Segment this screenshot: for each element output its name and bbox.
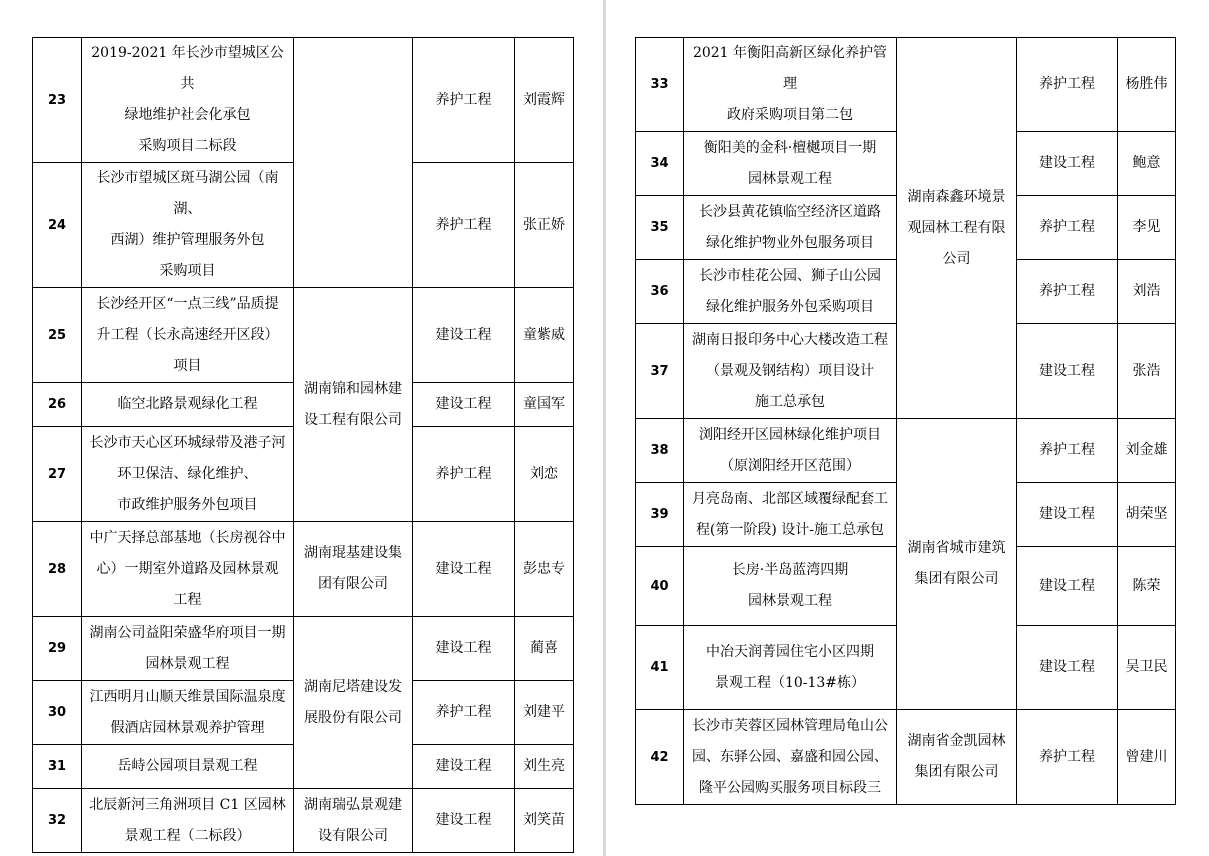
table-row	[33, 38, 574, 163]
row-number: 30	[33, 681, 82, 745]
project-type: 建设工程	[413, 745, 515, 789]
row-number: 40	[636, 547, 684, 626]
company-cell: 湖南瑞弘景观建 设有限公司	[294, 789, 413, 853]
person-name: 曾建川	[1118, 710, 1176, 805]
table-row	[33, 617, 574, 681]
project-name: 衡阳美的金科·檀樾项目一期 园林景观工程	[684, 132, 897, 196]
person-name: 陈荣	[1118, 547, 1176, 626]
table-row	[636, 38, 1176, 132]
project-name: 长沙市望城区斑马湖公园（南湖、 西湖）维护管理服务外包 采购项目	[82, 163, 294, 288]
project-table-right	[635, 37, 1176, 805]
person-name: 张浩	[1118, 324, 1176, 419]
project-name: 中冶天润菁园住宅小区四期 景观工程（10-13#栋）	[684, 626, 897, 710]
project-name: 长沙市芙蓉区园林管理局龟山公 园、东驿公园、嘉盛和园公园、 隆平公园购买服务项目标段三	[684, 710, 897, 805]
company-cell: 湖南森鑫环境景 观园林工程有限 公司	[897, 38, 1017, 419]
person-name: 吴卫民	[1118, 626, 1176, 710]
person-name: 李见	[1118, 196, 1176, 260]
row-number: 38	[636, 419, 684, 483]
project-type: 建设工程	[413, 617, 515, 681]
project-type: 养护工程	[413, 681, 515, 745]
project-type: 养护工程	[413, 427, 515, 522]
row-number: 37	[636, 324, 684, 419]
project-type: 建设工程	[1017, 324, 1118, 419]
company-cell: 湖南锦和园林建 设工程有限公司	[294, 288, 413, 522]
document-page-right	[606, 0, 1209, 856]
project-type: 建设工程	[1017, 132, 1118, 196]
person-name: 刘恋	[515, 427, 574, 522]
person-name: 杨胜伟	[1118, 38, 1176, 132]
row-number: 36	[636, 260, 684, 324]
project-name: 月亮岛南、北部区域覆绿配套工 程(第一阶段) 设计-施工总承包	[684, 483, 897, 547]
project-type: 养护工程	[1017, 419, 1118, 483]
company-cell: 湖南琨基建设集 团有限公司	[294, 522, 413, 617]
table-row	[33, 522, 574, 617]
project-name: 2019-2021 年长沙市望城区公共 绿地维护社会化承包 采购项目二标段	[82, 38, 294, 163]
row-number: 42	[636, 710, 684, 805]
person-name: 彭忠专	[515, 522, 574, 617]
project-name: 中广天择总部基地（长房视谷中 心）一期室外道路及园林景观 工程	[82, 522, 294, 617]
table-row	[33, 288, 574, 383]
project-type: 养护工程	[1017, 260, 1118, 324]
company-cell: 湖南省金凯园林 集团有限公司	[897, 710, 1017, 805]
project-type: 养护工程	[1017, 196, 1118, 260]
row-number: 28	[33, 522, 82, 617]
project-type: 养护工程	[1017, 710, 1118, 805]
person-name: 刘金雄	[1118, 419, 1176, 483]
person-name: 鲍意	[1118, 132, 1176, 196]
row-number: 33	[636, 38, 684, 132]
project-name: 北辰新河三角洲项目 C1 区园林 景观工程（二标段）	[82, 789, 294, 853]
row-number: 27	[33, 427, 82, 522]
project-type: 养护工程	[413, 38, 515, 163]
project-name: 长沙市天心区环城绿带及港子河 环卫保洁、绿化维护、 市政维护服务外包项目	[82, 427, 294, 522]
person-name: 胡荣坚	[1118, 483, 1176, 547]
project-name: 长沙县黄花镇临空经济区道路 绿化维护物业外包服务项目	[684, 196, 897, 260]
project-name: 长沙市桂花公园、狮子山公园 绿化维护服务外包采购项目	[684, 260, 897, 324]
project-name: 湖南公司益阳荣盛华府项目一期 园林景观工程	[82, 617, 294, 681]
person-name: 刘霞辉	[515, 38, 574, 163]
person-name: 刘生亮	[515, 745, 574, 789]
project-name: 2021 年衡阳高新区绿化养护管理 政府采购项目第二包	[684, 38, 897, 132]
row-number: 29	[33, 617, 82, 681]
row-number: 35	[636, 196, 684, 260]
project-name: 浏阳经开区园林绿化维护项目 （原浏阳经开区范围）	[684, 419, 897, 483]
row-number: 32	[33, 789, 82, 853]
row-number: 34	[636, 132, 684, 196]
project-name: 湖南日报印务中心大楼改造工程 （景观及钢结构）项目设计 施工总承包	[684, 324, 897, 419]
project-type: 建设工程	[413, 522, 515, 617]
row-number: 24	[33, 163, 82, 288]
company-cell: 湖南省城市建筑 集团有限公司	[897, 419, 1017, 710]
person-name: 刘建平	[515, 681, 574, 745]
person-name: 蔺喜	[515, 617, 574, 681]
project-type: 养护工程	[413, 163, 515, 288]
project-name: 江西明月山顺天维景国际温泉度 假酒店园林景观养护管理	[82, 681, 294, 745]
project-name: 临空北路景观绿化工程	[82, 383, 294, 427]
project-name: 岳峙公园项目景观工程	[82, 745, 294, 789]
table-row	[636, 419, 1176, 483]
person-name: 张正娇	[515, 163, 574, 288]
row-number: 31	[33, 745, 82, 789]
table-row	[636, 710, 1176, 805]
row-number: 26	[33, 383, 82, 427]
company-cell: 湖南尼塔建设发 展股份有限公司	[294, 617, 413, 789]
table-row	[33, 789, 574, 853]
row-number: 25	[33, 288, 82, 383]
project-type: 建设工程	[1017, 547, 1118, 626]
project-type: 建设工程	[413, 789, 515, 853]
project-type: 养护工程	[1017, 38, 1118, 132]
company-cell	[294, 38, 413, 288]
project-type: 建设工程	[413, 383, 515, 427]
project-type: 建设工程	[413, 288, 515, 383]
project-name: 长沙经开区“一点三线”品质提 升工程（长永高速经开区段） 项目	[82, 288, 294, 383]
project-name: 长房·半岛蓝湾四期 园林景观工程	[684, 547, 897, 626]
person-name: 刘浩	[1118, 260, 1176, 324]
person-name: 刘笑苗	[515, 789, 574, 853]
project-table-left	[32, 37, 574, 853]
row-number: 39	[636, 483, 684, 547]
row-number: 41	[636, 626, 684, 710]
project-type: 建设工程	[1017, 483, 1118, 547]
person-name: 童国军	[515, 383, 574, 427]
project-type: 建设工程	[1017, 626, 1118, 710]
person-name: 童紫威	[515, 288, 574, 383]
row-number: 23	[33, 38, 82, 163]
document-page-left	[0, 0, 603, 856]
